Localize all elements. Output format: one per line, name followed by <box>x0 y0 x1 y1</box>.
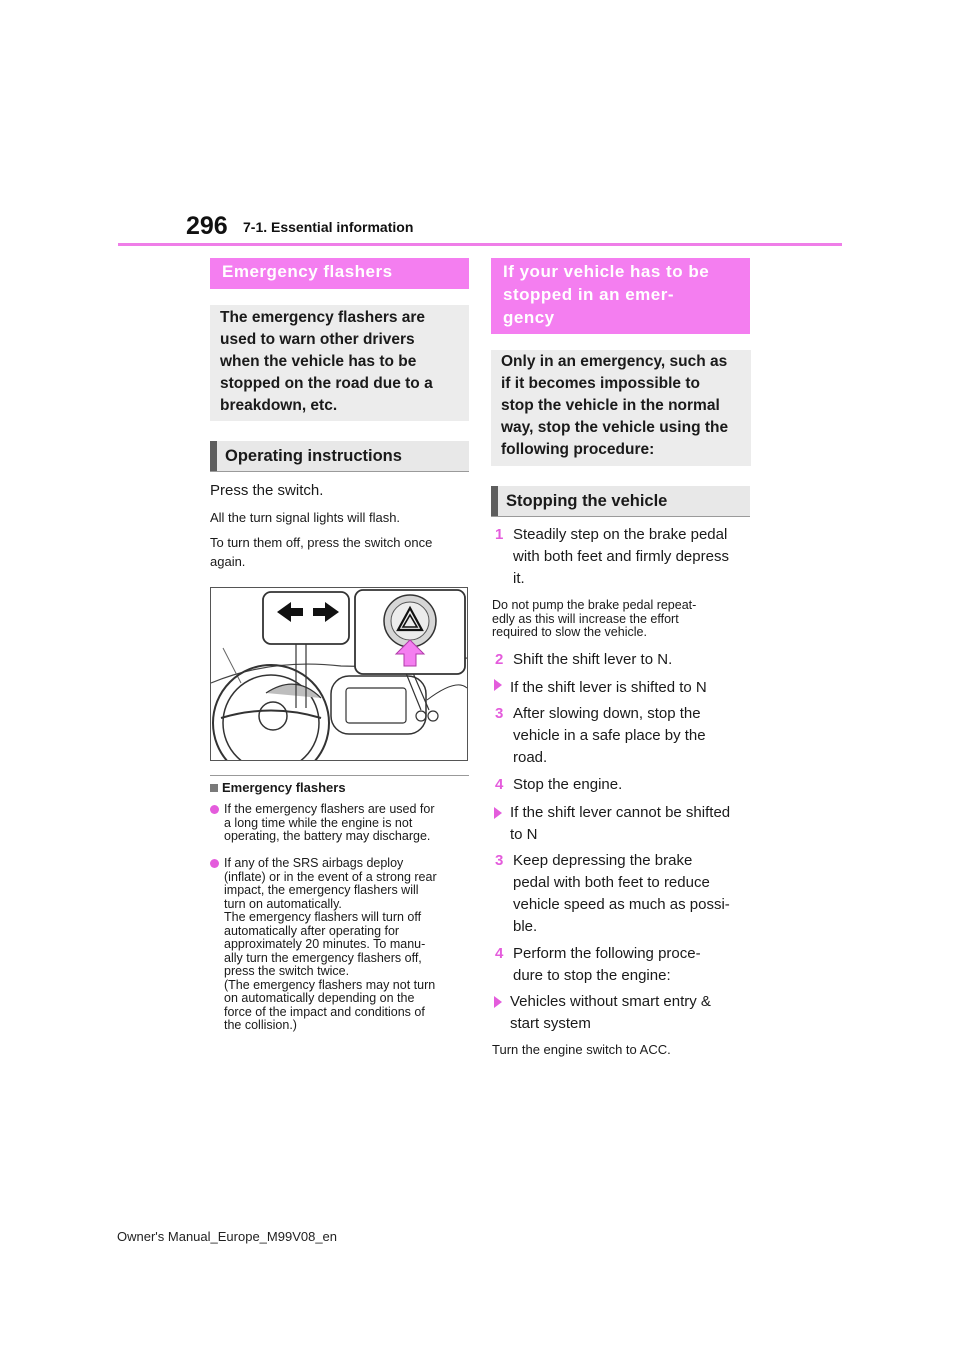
note-line: If the emergency flashers are used for <box>224 802 435 816</box>
intro-line: breakdown, etc. <box>220 397 338 414</box>
operating-instructions-text: Operating instructions <box>225 447 402 465</box>
step-number: 3 <box>495 705 504 722</box>
emergency-flashers-title-text: Emergency flashers <box>222 262 393 281</box>
hazard-switch-illustration <box>210 587 468 761</box>
acc-instruction: Turn the engine switch to ACC. <box>492 1042 671 1057</box>
pointer-triangle-icon <box>494 996 502 1008</box>
note-line: The emergency flashers will turn off <box>224 910 422 924</box>
note-line: required to slow the vehicle. <box>492 625 647 639</box>
note-line: If any of the SRS airbags deploy <box>224 856 404 870</box>
press-switch-text: Press the switch. <box>210 482 324 499</box>
intro-line: stopped on the road due to a <box>220 375 433 392</box>
intro-line: following procedure: <box>501 441 655 458</box>
bullet-icon <box>210 859 219 868</box>
case-cannot-shift <box>494 802 756 846</box>
emergency-stop-title-line: gency <box>503 308 555 327</box>
note-line: automatically after operating for <box>224 923 400 938</box>
note-line: (The emergency flashers may not turn <box>224 977 436 992</box>
step-2 <box>495 649 755 671</box>
case-shifted-to-n <box>494 677 707 699</box>
step-number: 2 <box>495 651 504 668</box>
step-number: 4 <box>495 945 504 962</box>
case-line: to N <box>510 826 538 843</box>
intro-line: stop the vehicle in the normal <box>501 397 720 414</box>
step-line: Steadily step on the brake pedal <box>513 526 728 543</box>
emergency-stop-intro <box>491 350 751 466</box>
step-line: dure to stop the engine: <box>513 967 671 984</box>
footer-manual-id: Owner's Manual_Europe_M99V08_en <box>117 1229 338 1244</box>
step-1 <box>495 524 755 590</box>
note-srs-airbags <box>210 857 472 1033</box>
case-line: start system <box>510 1015 591 1032</box>
step-line: Keep depressing the brake <box>513 852 693 869</box>
square-bullet-icon <box>210 784 218 792</box>
operating-instructions-heading <box>210 441 469 472</box>
emergency-stop-title-line: stopped in an emer- <box>503 285 675 304</box>
note-line: approximately 20 minutes. To manu- <box>224 937 426 951</box>
step-line: it. <box>513 570 525 587</box>
emergency-flashers-notes-title <box>210 780 346 796</box>
intro-line: The emergency flashers are <box>220 309 426 326</box>
note-line: force of the impact and conditions of <box>224 1004 425 1019</box>
step-line: road. <box>513 749 548 766</box>
step-line: pedal with both feet to reduce <box>513 874 710 891</box>
note-line: press the switch twice. <box>224 964 350 978</box>
flash-note: All the turn signal lights will flash. <box>210 510 401 525</box>
pointer-triangle-icon <box>494 679 502 691</box>
step-line: Perform the following proce- <box>513 945 701 962</box>
stopping-vehicle-text: Stopping the vehicle <box>506 492 668 510</box>
intro-line: Only in an emergency, such as <box>501 353 728 370</box>
step-line: ble. <box>513 918 538 935</box>
step-3b <box>495 850 755 938</box>
case-text: If the shift lever is shifted to N <box>510 679 707 696</box>
step-line: Shift the shift lever to N. <box>513 651 673 668</box>
note-line: impact, the emergency flashers will <box>224 883 419 897</box>
step-number: 1 <box>495 526 504 543</box>
step-line: vehicle speed as much as possi- <box>513 896 730 913</box>
step-line: Stop the engine. <box>513 776 623 793</box>
note-line: operating, the battery may discharge. <box>224 829 431 843</box>
step-4a <box>495 774 755 796</box>
note-line: edly as this will increase the effort <box>492 611 679 626</box>
note-line: (inflate) or in the event of a strong rear <box>224 869 437 884</box>
step-number: 4 <box>495 776 504 793</box>
case-line: Vehicles without smart entry & <box>510 993 711 1010</box>
intro-line: way, stop the vehicle using the <box>501 419 729 436</box>
note-line: on automatically depending on the <box>224 991 415 1005</box>
emergency-stop-title-line: If your vehicle has to be <box>503 262 710 281</box>
step-number: 3 <box>495 852 504 869</box>
emergency-flashers-title <box>210 258 469 289</box>
note-line: turn on automatically. <box>224 896 342 911</box>
intro-line: used to warn other drivers <box>220 331 415 348</box>
section-title: 7-1. Essential information <box>243 219 414 235</box>
notes-title-text: Emergency flashers <box>222 780 346 795</box>
turn-off-line: To turn them off, press the switch once <box>210 535 433 550</box>
note-line: Do not pump the brake pedal repeat- <box>492 598 697 612</box>
hazard-switch-icon <box>384 595 436 647</box>
turn-off-line: again. <box>210 554 246 569</box>
bullet-icon <box>210 805 219 814</box>
step-4b <box>495 943 755 987</box>
step-line: vehicle in a safe place by the <box>513 727 706 744</box>
intro-line: if it becomes impossible to <box>501 375 700 392</box>
step-1-note <box>492 599 754 640</box>
step-line: After slowing down, stop the <box>513 705 701 722</box>
case-line: If the shift lever cannot be shifted <box>510 804 731 821</box>
header-divider <box>118 243 842 246</box>
emergency-flashers-intro <box>210 305 469 421</box>
case-no-smart-entry <box>494 991 756 1035</box>
turn-off-note <box>210 533 432 571</box>
note-line: ally turn the emergency flashers off, <box>224 950 422 965</box>
notes-divider <box>210 775 469 776</box>
note-line: the collision.) <box>224 1018 297 1032</box>
note-battery <box>210 803 472 844</box>
intro-line: when the vehicle has to be <box>220 353 417 370</box>
step-line: with both feet and firmly depress <box>513 548 729 565</box>
page-number: 296 <box>186 212 228 240</box>
pointer-triangle-icon <box>494 807 502 819</box>
emergency-stop-title <box>491 258 750 334</box>
step-3a <box>495 703 755 769</box>
stopping-vehicle-heading <box>491 486 750 517</box>
dashboard-drawing <box>211 588 467 760</box>
note-line: a long time while the engine is not <box>224 815 413 830</box>
